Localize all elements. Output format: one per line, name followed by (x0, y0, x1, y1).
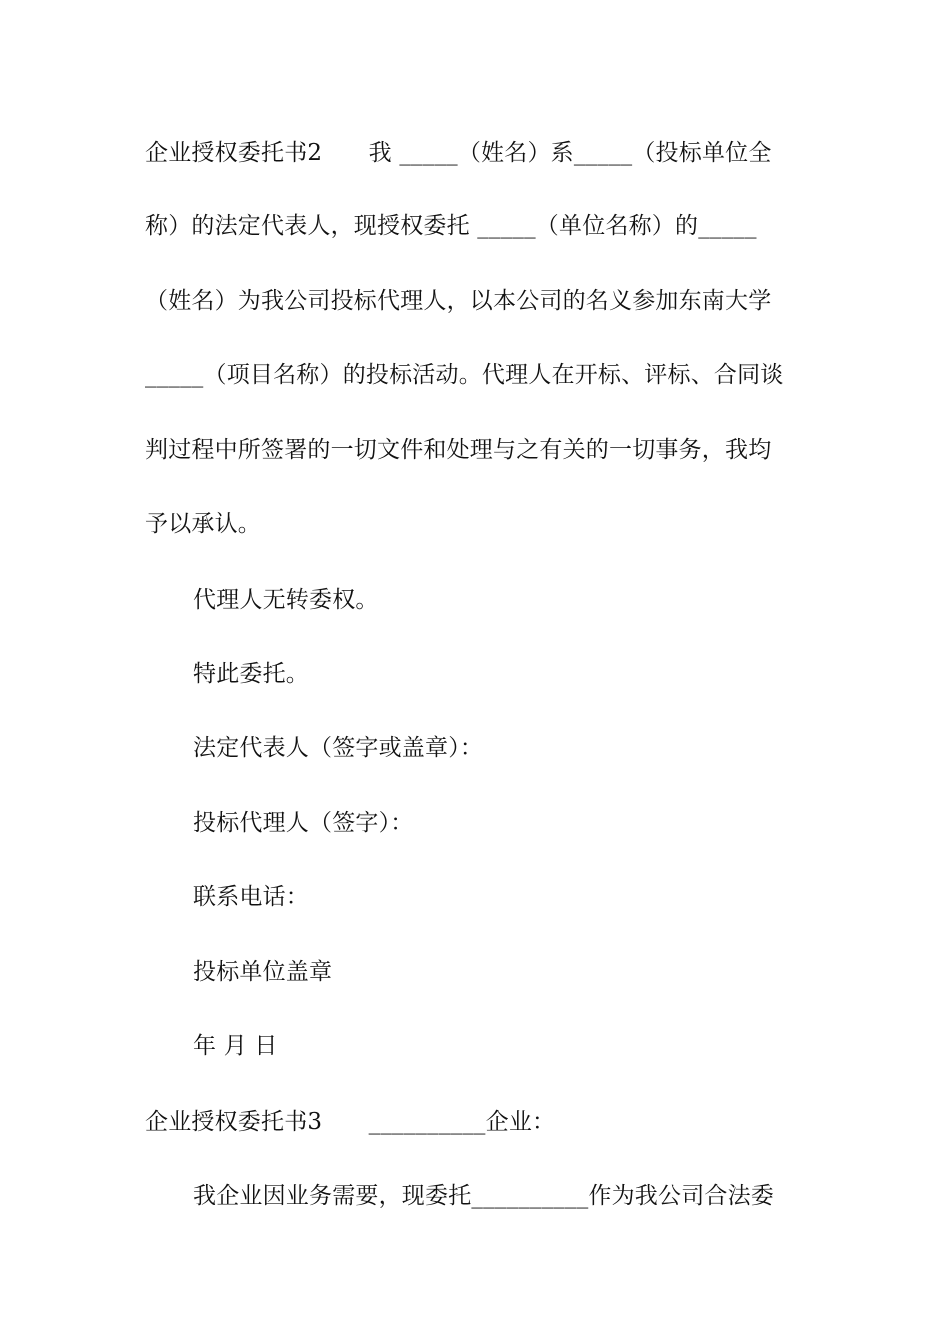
no-subdelegation-line: 代理人无转委权。 (193, 587, 379, 613)
hereby-authorize-line: 特此委托。 (193, 661, 309, 687)
date-line: 年 月 日 (193, 1033, 278, 1059)
paragraph-line-1: 企业授权委托书2 我 _____（姓名）系_____（投标单位全 (145, 140, 772, 166)
paragraph-line-6: 予以承认。 (145, 511, 261, 537)
paragraph-line-3: （姓名）为我公司投标代理人，以本公司的名义参加东南大学 (145, 288, 772, 314)
paragraph-line-5: 判过程中所签署的一切文件和处理与之有关的一切事务，我均 (145, 437, 772, 463)
section-3-body-line: 我企业因业务需要，现委托__________作为我公司合法委 (193, 1183, 774, 1209)
contact-phone-line: 联系电话： (193, 884, 309, 910)
company-seal-line: 投标单位盖章 (193, 959, 333, 985)
paragraph-line-4: _____（项目名称）的投标活动。代理人在开标、评标、合同谈 (145, 362, 784, 388)
section-3-heading-line: 企业授权委托书3 __________企业： (145, 1109, 556, 1135)
legal-representative-signature-line: 法定代表人（签字或盖章）： (193, 735, 484, 761)
paragraph-line-2: 称）的法定代表人，现授权委托 _____（单位名称）的_____ (145, 213, 757, 239)
agent-signature-line: 投标代理人（签字）： (193, 810, 414, 836)
